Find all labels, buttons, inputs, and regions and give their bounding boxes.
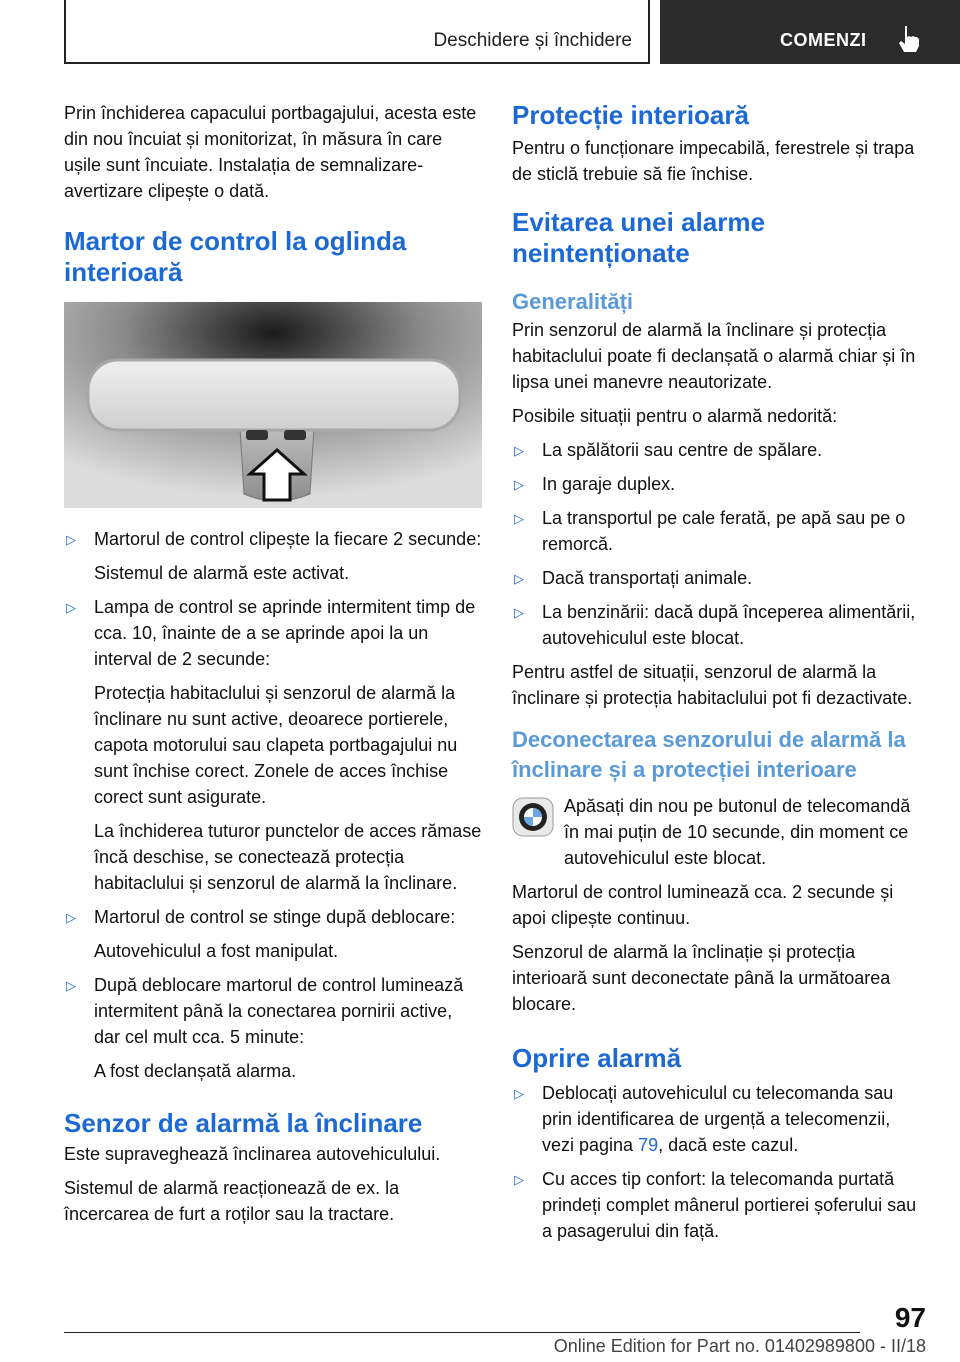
header-section-tab (64, 0, 650, 64)
triangle-bullet-icon: ▷ (514, 443, 524, 458)
header-chapter-title: COMENZI (780, 30, 867, 50)
indicator-list (64, 526, 482, 1084)
triangle-bullet-icon: ▷ (66, 910, 76, 925)
disconnect-paragraph: Senzorul de alarmă la înclinație și protecția interioară sunt deconectate până la următoarea blocare. (512, 942, 891, 1014)
mirror-illustration (64, 302, 482, 508)
list-item: ▷ Martorul de control clipește la fiecare 2 secunde: Sistemul de alarmă este activat. (66, 529, 482, 583)
triangle-bullet-icon: ▷ (514, 511, 524, 526)
subheading-general: Generalități (512, 289, 634, 314)
list-item: ▷ La transportul pe cale ferată, pe apă sau pe o remorcă. (514, 508, 906, 554)
list-item: ▷ Cu acces tip confort: la telecomanda purtată prindeți complet mânerul portierei șoferului sau a pasagerului din față. (514, 1169, 917, 1241)
subheading-disconnect: Deconectarea senzorului de alarmă la înclinare și a protecției interioare (512, 727, 906, 782)
heading-avoid-alarm: Evitarea unei alarme neintenționate (512, 207, 765, 268)
stop-alarm-list (512, 1080, 926, 1244)
list-item: ▷ Deblocați autovehiculul cu telecomanda sau prin identificarea de urgență a telecomenzii, vezi pagina 79, dacă este cazul. (514, 1083, 894, 1155)
footer-edition: Online Edition for Part no. 01402989800 - II/18 (553, 1336, 926, 1356)
heading-mirror: Martor de control la oglinda interioară (64, 226, 407, 287)
list-item: ▷ La spălătorii sau centre de spălare. (512, 437, 926, 463)
header-chapter-tab (660, 0, 960, 64)
triangle-bullet-icon: ▷ (66, 978, 76, 993)
bmw-key-logo-icon (512, 797, 554, 837)
list-item: ▷ Dacă transportați animale. (512, 565, 926, 591)
triangle-bullet-icon: ▷ (514, 477, 524, 492)
triangle-bullet-icon: ▷ (514, 605, 524, 620)
left-column (64, 100, 482, 1235)
intro-paragraph: Prin închiderea capacului portbagajului, acesta este din nou încuiat și monitorizat, în măsura în care ușile sunt încuiate. Instalația de semnalizare-avertizare clipește o dată. (64, 103, 477, 201)
heading-stop-alarm: Oprire alarmă (512, 1043, 682, 1073)
right-column (512, 100, 926, 1252)
general-paragraph: Posibile situații pentru o alarmă nedorită: (512, 406, 838, 426)
page-number: 97 (894, 1302, 926, 1333)
heading-interior-protection: Protecție interioară (512, 100, 749, 130)
tilt-paragraph: Sistemul de alarmă reacționează de ex. la încercarea de furt a roților sau la tractare. (64, 1178, 400, 1224)
general-paragraph: Pentru astfel de situații, senzorul de alarmă la înclinare și protecția habitaclului pot fi dezactivate. (512, 662, 913, 708)
triangle-bullet-icon: ▷ (514, 1086, 524, 1101)
disconnect-paragraph: Martorul de control luminează cca. 2 secunde și apoi clipește continuu. (512, 882, 894, 928)
footer-divider (64, 1332, 860, 1333)
header-section-title: Deschidere și închidere (433, 30, 632, 51)
triangle-bullet-icon: ▷ (66, 532, 76, 547)
triangle-bullet-icon: ▷ (66, 600, 76, 615)
list-item: ▷ La benzinării: dacă după începerea alimentării, autovehiculul este blocat. (514, 602, 916, 648)
triangle-bullet-icon: ▷ (514, 571, 524, 586)
tilt-paragraph: Este supraveghează înclinarea autovehiculului. (64, 1144, 441, 1164)
situations-list (512, 437, 926, 651)
hand-pointer-icon (896, 24, 922, 54)
list-item: ▷ Martorul de control se stinge după deblocare: Autovehiculul a fost manipulat. (66, 907, 456, 961)
list-item: ▷ Lampa de control se aprinde intermitent timp de cca. 10, înainte de a se aprinde apoi la un interval de 2 secunde: Protecția habitaclului și senzorul de alarmă la înclinare nu sunt active, deoarece portierele, capota motorului sau clapeta portbagajului nu sunt închise corect. Zonele de acces închise corect sunt asigurate. La închiderea tuturor punctelor de acces rămase încă deschise, se conectează protecția habitaclului și senzorul de alarmă la înclinare. (66, 597, 482, 893)
triangle-bullet-icon: ▷ (514, 1172, 524, 1187)
disconnect-paragraph: Apăsați din nou pe butonul de telecomandă în mai puțin de 10 secunde, din moment ce autovehiculul este blocat. (512, 793, 926, 871)
general-paragraph: Prin senzorul de alarmă la înclinare și protecția habitaclului poate fi declanșată o alarmă chiar și în lipsa unei manevre neautorizate. (512, 320, 916, 392)
page-reference-link[interactable]: 79 (638, 1135, 659, 1155)
list-item: ▷ In garaje duplex. (512, 471, 926, 497)
list-item: ▷ După deblocare martorul de control luminează intermitent până la conectarea pornirii active, dar cel mult cca. 5 minute: A fost declanșată alarma. (66, 975, 464, 1081)
heading-tilt-sensor: Senzor de alarmă la înclinare (64, 1108, 423, 1138)
interior-paragraph: Pentru o funcționare impecabilă, ferestrele și trapa de sticlă trebuie să fie închise. (512, 138, 915, 184)
